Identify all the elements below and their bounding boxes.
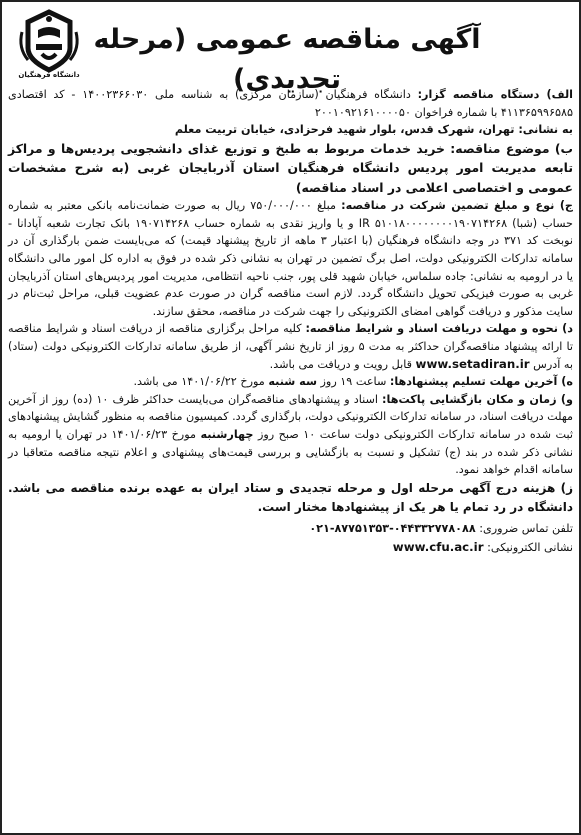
section-f-text: اسناد و پیشنهادهای مناقصه‌گران می‌بایست حداکثر ظرف ۱۰ (ده) روز از آخرین مهلت دریافت اسناد، در سامانه تدارکات الکترونیکی دولت، بارگذاری گردد. کمیسیون مناقصه به منظور گشایش پیشنهادهای ثبت شده در سامانه تدارکات الکترونیکی دولت ساعت ۱۰ صبح روز (8, 392, 573, 441)
section-e-day: سه شنبه (268, 375, 317, 389)
section-a-label: الف) دستگاه مناقصه گزار: (417, 88, 573, 101)
section-e-text-2: مورخ ۱۴۰۱/۰۶/۲۲ می باشد. (133, 375, 269, 389)
section-a-text: دانشگاه فرهنگیان (سازمان مرکزی) به شناسه ملی ۱۴۰۰۲۳۶۶۰۳۰ - کد اقتصادی ۴۱۱۳۶۵۹۹۶۵۸۵ با شماره فراخوان ۲۰۰۱۰۹۲۱۶۱۰۰۰۰۵۰ (8, 88, 573, 119)
phone-number: ۰۲۱-۸۷۷۵۱۳۵۳-۰۴۴۳۳۲۷۷۸۰۸۸ (309, 521, 476, 535)
section-f-text-2: مورخ ۱۴۰۱/۰۶/۲۳ در تهران یا ارومیه به نشانی ذکر شده در بند (ج) تشکیل و نسبت به بازگشایی و بررسی قیمت‌های پیشنهادی و اعلام نتیجه مناقصه متعاقبا در سامانه اقدام خواهد نمود. (8, 428, 573, 477)
website-link[interactable]: www.cfu.ac.ir (392, 539, 484, 554)
contact-phone-row (8, 519, 573, 538)
setadiran-link[interactable]: www.setadiran.ir (415, 356, 530, 371)
contact-web-row (8, 538, 573, 557)
section-f-label: و) زمان و مکان بازگشایی پاکت‌ها: (382, 392, 573, 406)
section-g (8, 479, 573, 517)
section-f-day: چهارشنبه (200, 428, 254, 441)
section-a-address-text: به نشانی: تهران، شهرک قدس، بلوار شهید فرحزادی، خیابان تربیت معلم (174, 123, 573, 137)
contact-info (8, 519, 573, 557)
notice-body (8, 86, 573, 557)
section-e-label: ه) آخرین مهلت تسلیم پیشنهادها: (389, 375, 573, 389)
section-c-label: ج) نوع و مبلغ تضمین شرکت در مناقصه: (341, 199, 573, 213)
section-c (8, 197, 573, 320)
page-title: آگهی مناقصه عمومی (مرحله تجدیدی) (93, 24, 481, 95)
section-d (8, 320, 573, 373)
section-a-address (8, 121, 573, 139)
section-d-text: کلیه مراحل برگزاری مناقصه از دریافت اسناد و شرایط مناقصه تا ارائه پیشنهاد مناقصه‌گران حداکثر به مدت ۵ روز از تاریخ نشر آگهی، از طریق سامانه تدارکات الکترونیکی دولت (ستاد) به آدرس (8, 322, 573, 371)
section-b-label: ب) موضوع مناقصه: (450, 140, 574, 156)
section-d-text-2: قابل رویت و دریافت می باشد. (269, 357, 416, 371)
logo-caption: دانشگاه فرهنگیان (18, 71, 80, 79)
phone-label: تلفن تماس ضروری: (479, 521, 573, 535)
section-b (8, 139, 573, 198)
section-c-text: مبلغ ۷۵۰/۰۰۰/۰۰۰ ریال به صورت ضمانت‌نامه بانکی معتبر به شماره حساب (شبا) IR ۵۱۰۱۸۰۰۰۰۰۰۰۰۱۹۰۷۱۴۲۶۸ و یا واریز نقدی به شماره حساب ۱۹۰۷۱۴۲۶۸ بانک تجارت شعبه آپادانا - نوبخت کد ۳۷۱ در وجه دانشگاه فرهنگیان (با اعتبار ۳ ماهه از تاریخ پیشنهاد قیمت) که می‌بایست ضمن بارگذاری آن در سامانه تدارکات الکترونیکی دولت، اصل برگ تضمین در تهران به نشانی ذکر شده در فوق به اداره کل امور مالی دانشگاه یا در ارومیه به نشانی: جاده سلماس، خیابان شهید قلی پور، جنب ناحیه انتظامی، مدیریت امور پردیس‌های استان آذربایجان غربی به صورت فیزیکی تحویل دانشگاه گردد. لازم است مناقصه گران در صورت عدم عضویت قبلی، مراحل ثبت‌نام در سایت مذکور و دریافت گواهی امضای الکترونیکی را جهت شرکت در مناقصه، محقق سازند. (8, 199, 573, 318)
section-b-text: خرید خدمات مربوط به طبخ و توزیع غذای دانشجویی پردیس‌ها و مراکز تابعه مدیریت امور پردیس دانشگاه فرهنگیان استان آذربایجان غربی (به شرح مشخصات عمومی و اختصاصی اعلامی در اسناد مناقصه) (8, 140, 573, 195)
website-label: نشانی الکترونیکی: (487, 540, 573, 554)
section-e-text: ساعت ۱۹ روز (316, 375, 390, 389)
section-g-text: ز) هزینه درج آگهی مرحله اول و مرحله تجدیدی و ستاد ایران به عهده برنده مناقصه می باشد. دانشگاه در رد تمام یا هر یک از پیشنهادها مختار است. (8, 480, 573, 514)
section-e (8, 373, 573, 391)
section-f (8, 391, 573, 479)
section-d-label: د) نحوه و مهلت دریافت اسناد و شرایط مناقصه: (305, 322, 573, 336)
